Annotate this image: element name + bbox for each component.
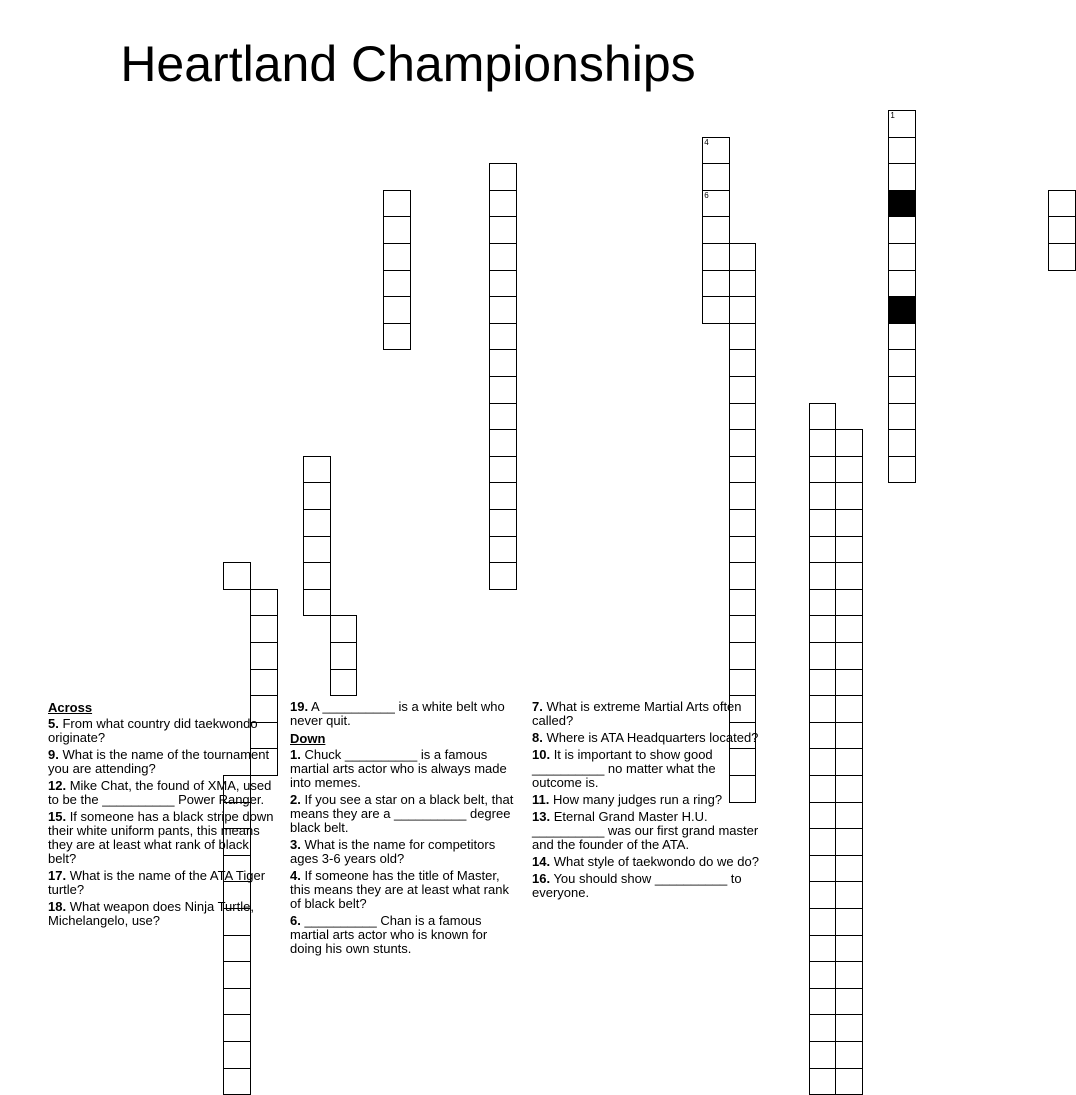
grid-cell[interactable]: [729, 482, 757, 510]
grid-cell[interactable]: [729, 615, 757, 643]
grid-cell[interactable]: [729, 669, 757, 697]
grid-cell[interactable]: [835, 908, 863, 936]
grid-cell[interactable]: [835, 482, 863, 510]
grid-cell[interactable]: [250, 615, 278, 643]
clue-num: 8.: [532, 730, 543, 745]
grid-cell[interactable]: [729, 323, 757, 351]
grid-cell[interactable]: [489, 482, 517, 510]
grid-cell[interactable]: [809, 1041, 837, 1069]
grid-cell[interactable]: [809, 669, 837, 697]
grid-cell[interactable]: [809, 802, 837, 830]
grid-cell[interactable]: [835, 961, 863, 989]
grid-cell[interactable]: [223, 1014, 251, 1042]
grid-cell[interactable]: [809, 456, 837, 484]
grid-cell[interactable]: [809, 1014, 837, 1042]
grid-cell[interactable]: [835, 935, 863, 963]
grid-cell[interactable]: [809, 908, 837, 936]
grid-cell[interactable]: [809, 748, 837, 776]
clue-text: A __________ is a white belt who never quit.: [290, 699, 505, 728]
clue-text: From what country did taekwondo originate?: [48, 716, 258, 745]
clue-text: Where is ATA Headquarters located?: [542, 730, 759, 745]
down-clue: [290, 914, 522, 956]
grid-cell[interactable]: [303, 509, 331, 537]
grid-cell[interactable]: [489, 270, 517, 298]
grid-cell[interactable]: [809, 482, 837, 510]
grid-cell[interactable]: [223, 1068, 251, 1095]
grid-cell[interactable]: [835, 589, 863, 617]
clue-text: What is extreme Martial Arts often called?: [532, 699, 742, 728]
grid-cell[interactable]: [729, 509, 757, 537]
grid-cell[interactable]: [729, 243, 757, 271]
clue-text: What is the name of the ATA Tiger turtle?: [48, 868, 266, 897]
grid-cell[interactable]: [835, 562, 863, 590]
down-clue: [532, 700, 764, 728]
grid-cell[interactable]: [1048, 190, 1076, 218]
grid-cell[interactable]: [729, 376, 757, 404]
grid-cell[interactable]: [702, 243, 730, 271]
grid-cell[interactable]: [809, 562, 837, 590]
grid-cell[interactable]: [809, 403, 837, 431]
black-cell: [888, 296, 916, 324]
grid-cell[interactable]: [729, 456, 757, 484]
clue-num: 7.: [532, 699, 543, 714]
grid-cell[interactable]: [303, 589, 331, 617]
clue-num: 9.: [48, 747, 59, 762]
clue-num: 13.: [532, 809, 551, 824]
across-clue: [48, 869, 280, 897]
down-clue: [290, 838, 522, 866]
grid-cell[interactable]: [888, 110, 916, 138]
grid-cell[interactable]: [702, 137, 730, 165]
grid-cell[interactable]: [489, 403, 517, 431]
clue-text: How many judges run a ring?: [549, 792, 723, 807]
grid-cell[interactable]: [223, 562, 251, 590]
grid-cell[interactable]: [702, 296, 730, 324]
grid-cell[interactable]: [809, 988, 837, 1016]
grid-cell[interactable]: [835, 1068, 863, 1095]
grid-cell[interactable]: [729, 429, 757, 457]
grid-cell[interactable]: [835, 429, 863, 457]
grid-cell[interactable]: [729, 562, 757, 590]
clue-num: 16.: [532, 871, 551, 886]
grid-cell[interactable]: [835, 828, 863, 856]
grid-cell[interactable]: [835, 642, 863, 670]
clue-text: You should show __________ to everyone.: [532, 871, 742, 900]
down-clue: [532, 872, 764, 900]
across-clue: [48, 748, 280, 776]
grid-cell[interactable]: [888, 349, 916, 377]
grid-cell[interactable]: [835, 748, 863, 776]
grid-cell[interactable]: [835, 1041, 863, 1069]
grid-cell[interactable]: [489, 562, 517, 590]
clue-text: What style of taekwondo do we do?: [550, 854, 759, 869]
down-clue: [532, 855, 764, 869]
grid-cell[interactable]: [383, 323, 411, 351]
grid-cell[interactable]: [489, 323, 517, 351]
clue-column-2: [290, 700, 522, 959]
clue-num: 3.: [290, 837, 301, 852]
grid-cell[interactable]: [489, 163, 517, 191]
grid-cell[interactable]: [383, 216, 411, 244]
clue-text: What weapon does Ninja Turtle, Michelangelo, use?: [48, 899, 254, 928]
grid-cell[interactable]: [809, 722, 837, 750]
grid-cell[interactable]: [489, 376, 517, 404]
down-clue: [532, 731, 764, 745]
grid-cell[interactable]: [835, 456, 863, 484]
grid-cell[interactable]: [489, 429, 517, 457]
grid-cell[interactable]: [835, 695, 863, 723]
grid-cell[interactable]: [223, 935, 251, 963]
clue-text: If someone has a black stripe down their white uniform pants, this means they are at least what rank of black belt?: [48, 809, 274, 866]
clue-text: It is important to show good __________ no matter what the outcome is.: [532, 747, 716, 790]
clue-num: 17.: [48, 868, 67, 883]
grid-cell[interactable]: [835, 509, 863, 537]
clue-text: __________ Chan is a famous martial arts actor who is known for doing his own stunts.: [290, 913, 488, 956]
grid-cell[interactable]: [835, 881, 863, 909]
grid-cell[interactable]: [383, 296, 411, 324]
grid-cell[interactable]: [702, 270, 730, 298]
grid-cell[interactable]: [489, 536, 517, 564]
grid-cell[interactable]: [489, 190, 517, 218]
grid-cell[interactable]: [729, 296, 757, 324]
down-clue: [532, 748, 764, 790]
grid-cell[interactable]: [729, 349, 757, 377]
grid-cell[interactable]: [729, 536, 757, 564]
grid-cell[interactable]: [1048, 216, 1076, 244]
grid-cell[interactable]: [835, 1014, 863, 1042]
grid-cell[interactable]: [809, 1068, 837, 1095]
grid-cell[interactable]: [303, 482, 331, 510]
grid-cell[interactable]: [888, 243, 916, 271]
across-clue: [48, 717, 280, 745]
clue-num: 12.: [48, 778, 67, 793]
grid-cell[interactable]: [250, 589, 278, 617]
across-clue: [290, 700, 522, 728]
grid-cell[interactable]: [250, 642, 278, 670]
grid-cell[interactable]: [702, 163, 730, 191]
grid-cell[interactable]: [835, 855, 863, 883]
down-clue: [290, 748, 522, 790]
grid-cell[interactable]: [809, 881, 837, 909]
clue-text: Eternal Grand Master H.U. __________ was our first grand master and the founder of the ATA.: [532, 809, 759, 852]
clue-text: What is the name of the tournament you are attending?: [48, 747, 270, 776]
grid-cell[interactable]: [303, 536, 331, 564]
grid-cell[interactable]: [835, 988, 863, 1016]
grid-cell[interactable]: [888, 376, 916, 404]
grid-cell[interactable]: [888, 456, 916, 484]
clue-text: Mike Chat, the found of XMA, used to be the __________ Power Ranger.: [48, 778, 272, 807]
grid-cell[interactable]: [888, 403, 916, 431]
grid-cell[interactable]: [888, 163, 916, 191]
grid-cell[interactable]: [489, 296, 517, 324]
grid-cell[interactable]: [383, 270, 411, 298]
grid-cell[interactable]: [489, 243, 517, 271]
grid-cell[interactable]: [809, 642, 837, 670]
grid-cell[interactable]: [888, 323, 916, 351]
grid-cell[interactable]: [330, 642, 358, 670]
grid-cell[interactable]: [729, 589, 757, 617]
grid-cell[interactable]: [383, 190, 411, 218]
grid-cell[interactable]: [809, 961, 837, 989]
grid-cell[interactable]: [809, 429, 837, 457]
down-clue: [290, 793, 522, 835]
grid-cell[interactable]: [809, 589, 837, 617]
clue-num: 2.: [290, 792, 301, 807]
down-clue: [532, 793, 764, 807]
grid-cell[interactable]: [835, 536, 863, 564]
across-clue: [48, 779, 280, 807]
across-clue: [48, 810, 280, 866]
clue-number: 1: [890, 111, 895, 120]
grid-cell[interactable]: [809, 935, 837, 963]
clue-number: 6: [704, 190, 709, 200]
grid-cell[interactable]: [330, 615, 358, 643]
grid-cell[interactable]: [489, 456, 517, 484]
clue-text: If you see a star on a black belt, that means they are a __________ degree black belt.: [290, 792, 514, 835]
grid-cell[interactable]: [383, 243, 411, 271]
clue-column-1: [48, 700, 280, 931]
down-heading: Down: [290, 731, 326, 746]
grid-cell[interactable]: [702, 190, 730, 218]
grid-cell[interactable]: [303, 456, 331, 484]
grid-cell[interactable]: [888, 270, 916, 298]
puzzle-title: Heartland Championships: [120, 36, 696, 92]
black-cell: [888, 190, 916, 218]
crossword-grid: [0, 0, 895, 600]
grid-cell[interactable]: [1048, 243, 1076, 271]
clue-num: 6.: [290, 913, 301, 928]
across-heading: Across: [48, 700, 93, 715]
grid-cell[interactable]: [223, 961, 251, 989]
clue-num: 18.: [48, 899, 67, 914]
grid-cell[interactable]: [888, 216, 916, 244]
clue-num: 11.: [532, 792, 550, 807]
grid-cell[interactable]: [888, 137, 916, 165]
grid-cell[interactable]: [809, 695, 837, 723]
grid-cell[interactable]: [835, 722, 863, 750]
clue-text: Chuck __________ is a famous martial arts actor who is always made into memes.: [290, 747, 507, 790]
grid-cell[interactable]: [888, 429, 916, 457]
clue-text: What is the name for competitors ages 3-6 years old?: [290, 837, 496, 866]
clue-text: If someone has the title of Master, this means they are at least what rank of black belt?: [290, 868, 509, 911]
clue-num: 15.: [48, 809, 67, 824]
grid-cell[interactable]: [835, 802, 863, 830]
grid-cell[interactable]: [809, 536, 837, 564]
down-clue: [532, 810, 764, 852]
grid-cell[interactable]: [303, 562, 331, 590]
grid-cell[interactable]: [250, 669, 278, 697]
clue-number: 4: [704, 137, 709, 147]
grid-cell[interactable]: [809, 855, 837, 883]
clue-num: 1.: [290, 747, 301, 762]
grid-cell[interactable]: [702, 216, 730, 244]
grid-cell[interactable]: [729, 270, 757, 298]
clue-num: 19.: [290, 699, 309, 714]
grid-cell[interactable]: [729, 642, 757, 670]
grid-cell[interactable]: [809, 775, 837, 803]
grid-cell[interactable]: [223, 1041, 251, 1069]
grid-cell[interactable]: [729, 403, 757, 431]
down-clue: [290, 869, 522, 911]
grid-cell[interactable]: [489, 349, 517, 377]
clue-num: 14.: [532, 854, 551, 869]
clue-column-3: [532, 700, 764, 903]
grid-cell[interactable]: [809, 509, 837, 537]
grid-cell[interactable]: [835, 615, 863, 643]
grid-cell[interactable]: [835, 669, 863, 697]
clue-num: 4.: [290, 868, 301, 883]
grid-cell[interactable]: [330, 669, 358, 697]
grid-cell[interactable]: [835, 775, 863, 803]
grid-cell[interactable]: [809, 828, 837, 856]
grid-cell[interactable]: [489, 216, 517, 244]
across-clue: [48, 900, 280, 928]
grid-cell[interactable]: [809, 615, 837, 643]
grid-cell[interactable]: [489, 509, 517, 537]
clue-num: 5.: [48, 716, 59, 731]
clue-num: 10.: [532, 747, 551, 762]
grid-cell[interactable]: [223, 988, 251, 1016]
